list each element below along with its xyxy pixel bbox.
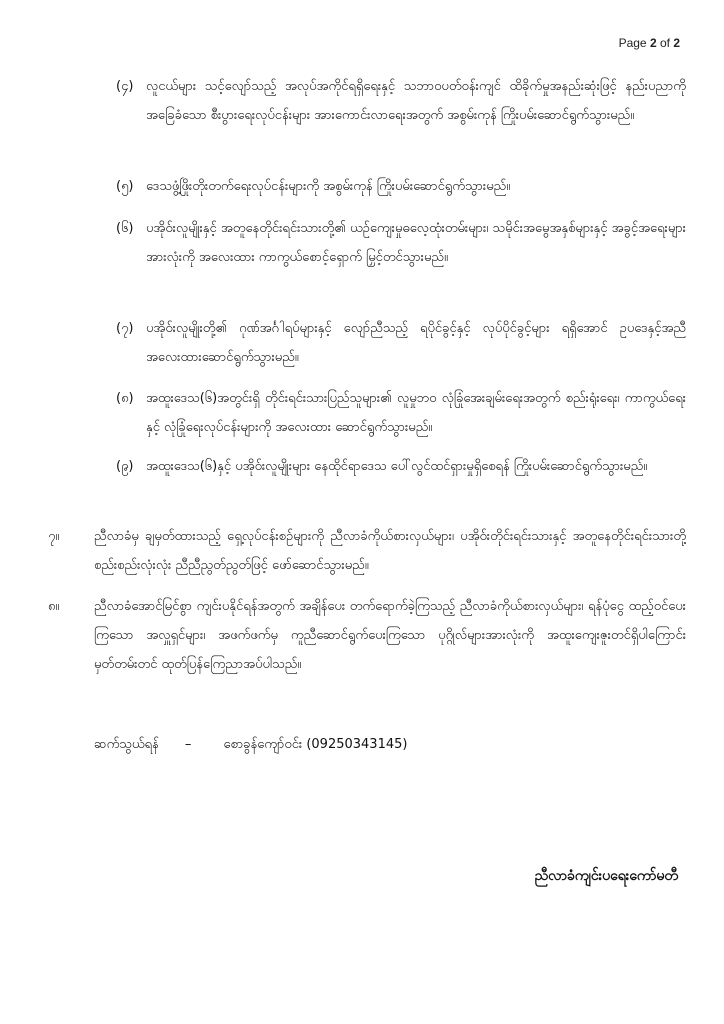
item-number: (၇) (116, 321, 134, 336)
item-text: ညီလာခံအောင်မြင်စွာ ကျင်းပနိုင်ရန်အတွက် အချိန်ပေး တက်ရောက်ခဲ့ကြသည့် ညီလာခံကိုယ်စားလှယ်များ၊ ရန်ပုံငွေ ထည့်ဝင်ပေးကြသော အလှူရှင်များ၊ အဖက်ဖက်မှ ကူညီဆောင်ရွက်ပေးကြသော ပုဂ္ဂိုလ်များအားလုံးကို အထူးကျေးဇူးတင်ရှိပါကြောင်း မှတ်တမ်းတင် ထုတ်ပြန်ကြေညာအပ်ပါသည်။ (94, 599, 686, 672)
item-text: ပအိုဝ်းလူမျိုးနှင့် အတူနေတိုင်းရင်းသားတို့၏ ယဉ်ကျေးမှုဓလေ့ထုံးတမ်းများ၊ သမိုင်းအမွေအနှစ်များနှင့် အခွင့်အရေးများအားလုံးကို အလေးထား ကာကွယ်စောင့်ရှောက် မြှင့်တင်သွားမည်။ (146, 221, 686, 265)
item-number: (၄) (116, 79, 134, 94)
contact-dash: – (184, 737, 192, 752)
item-number: (၉) (116, 459, 134, 474)
item-text: ပအိုဝ်းလူမျိုးတို့၏ ဂုဏ်အင်္ဂါရပ်များနှင့် လျော်ညီသည့် ရပိုင်ခွင့်နှင့် လုပ်ပိုင်ခွင့်များ ရရှိအောင် ဥပဒေနှင့်အညီ အလေးထားဆောင်ရွက်သွားမည်။ (146, 321, 686, 365)
page-number: Page 2 of 2 (618, 36, 680, 50)
item-text: အထူးဒေသ(၆)အတွင်းရှိ တိုင်းရင်းသားပြည်သူများ၏ လူမှုဘဝ လုံခြုံအေးချမ်းရေးအတွက် စည်းရုံးရေး၊ ကာကွယ်ရေးနှင့် လုံခြုံရေးလုပ်ငန်းများကို အလေးထား ဆောင်ရွက်သွားမည်။ (146, 391, 686, 435)
item-text: အထူးဒေသ(၆)နှင့် ပအိုဝ်းလူမျိုးများ နေထိုင်ရာဒေသ ပေါ်လွင်ထင်ရှားမှုရှိစေရန် ကြိုးပမ်းဆောင်ရွက်သွားမည်။ (146, 459, 648, 474)
item-text: လူငယ်များ သင့်လျော်သည့် အလုပ်အကိုင်ရရှိရေးနှင့် သဘာဝပတ်ဝန်းကျင် ထိခိုက်မှုအနည်းဆုံးဖြင့် နည်းပညာကို အခြေခံသော စီးပွားရေးလုပ်ငန်းများ အားကောင်းလာရေးအတွက် အစွမ်းကုန် ကြိုးပမ်းဆောင်ရွက်သွားမည်။ (146, 79, 686, 123)
contact-label: ဆက်သွယ်ရန် (94, 737, 159, 752)
contact-value: စောခွန်ကျော်ဝင်း (09250343145) (223, 737, 408, 752)
item-number: ၇။ (48, 529, 60, 544)
item-number: (၆) (116, 221, 134, 236)
item-text: ဒေသဖွံ့ဖြိုးတိုးတက်ရေးလုပ်ငန်းများကို အစွမ်းကုန် ကြိုးပမ်းဆောင်ရွက်သွားမည်။ (146, 179, 511, 194)
item-number: (၅) (116, 179, 134, 194)
item-number: (၈) (116, 391, 134, 406)
item-text: ညီလာခံမှ ချမှတ်ထားသည့် ရှေ့လုပ်ငန်းစဉ်များကို ညီလာခံကိုယ်စားလှယ်များ၊ ပအိုဝ်းတိုင်းရင်းသားနှင့် အတူနေတိုင်းရင်းသားတို့ စည်းစည်းလုံးလုံး ညီညီညွတ်ညွတ်ဖြင့် ဖော်ဆောင်သွားမည်။ (94, 529, 686, 573)
signature: ညီလာခံကျင်းပရေးကော်မတီ (534, 868, 678, 884)
item-number: ၈။ (48, 599, 60, 614)
contact-line (94, 736, 407, 755)
